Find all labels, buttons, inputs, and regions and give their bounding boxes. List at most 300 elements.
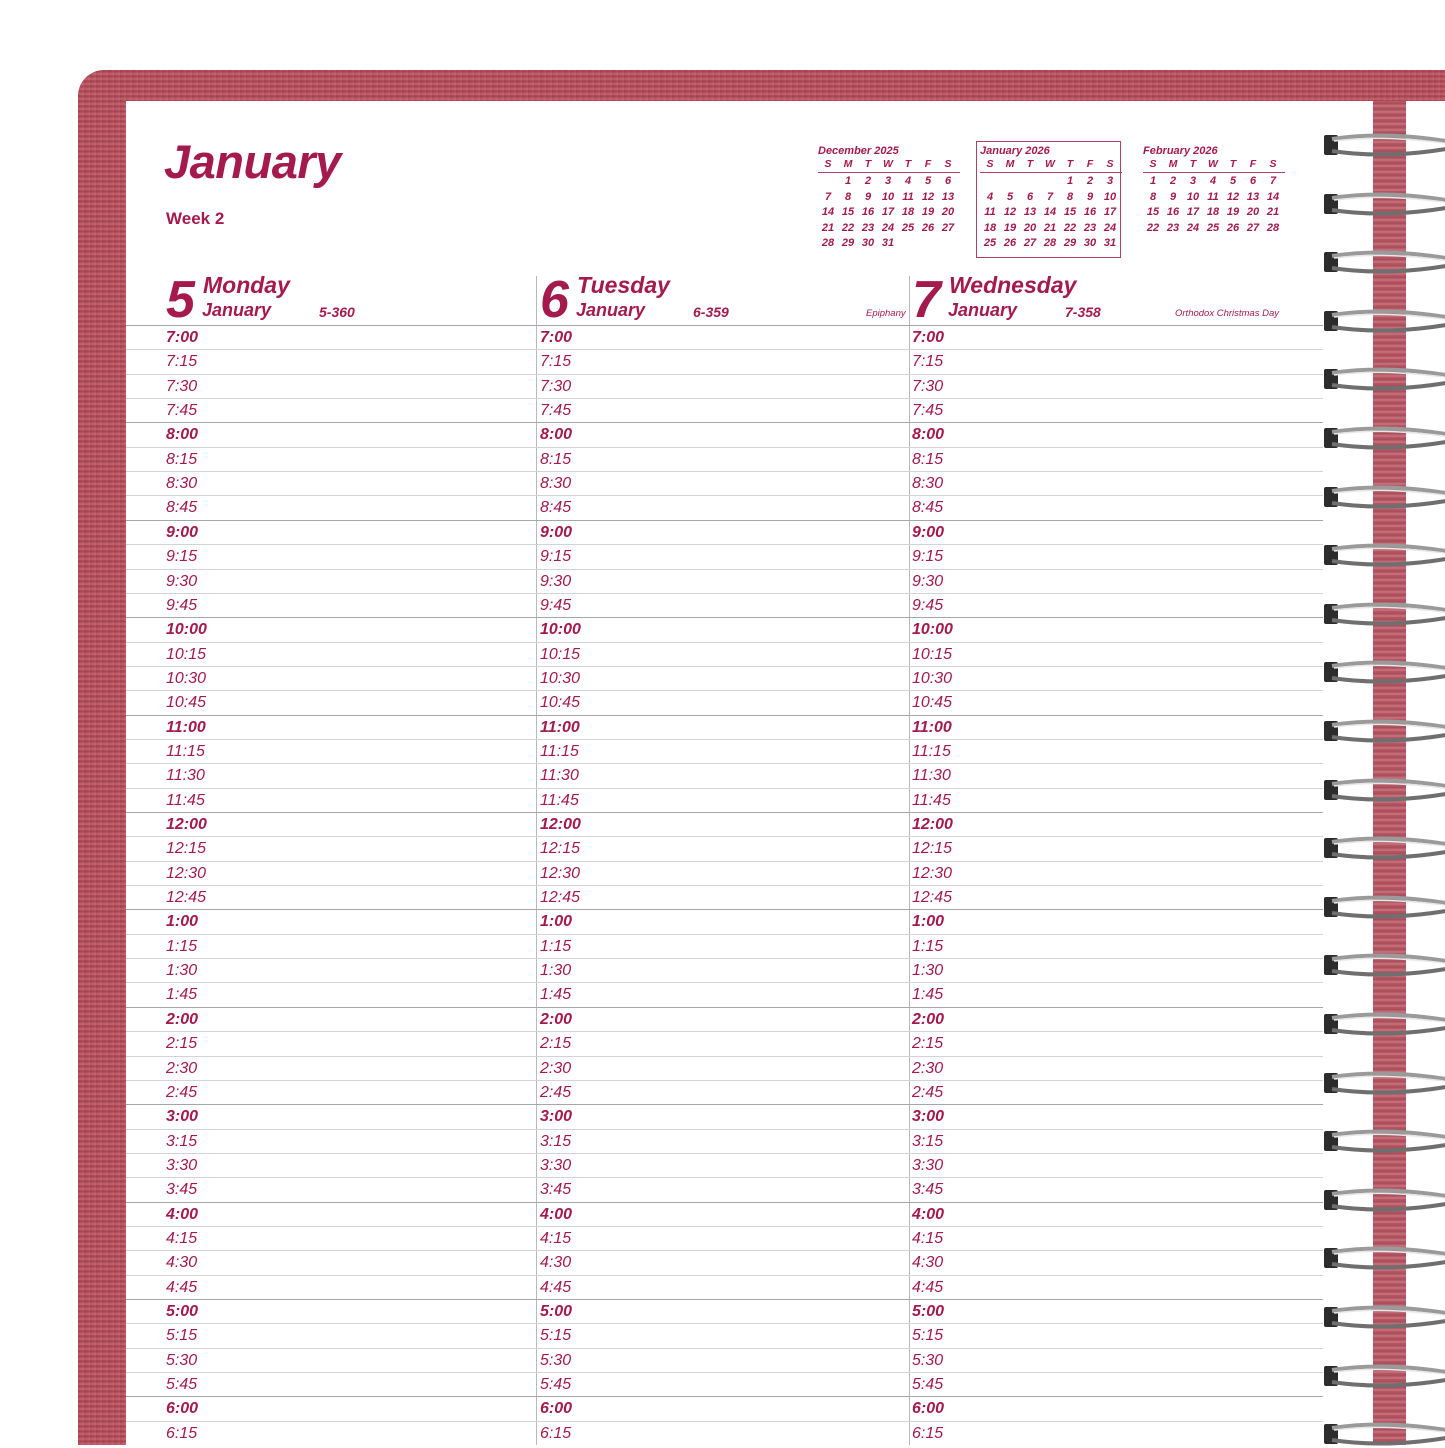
time-label: 1:30: [166, 962, 198, 980]
time-slot-row[interactable]: [126, 1202, 1323, 1226]
week-label: Week 2: [166, 209, 225, 228]
time-label: 3:00: [912, 1108, 945, 1126]
time-label: 3:30: [166, 1156, 198, 1174]
mini-calendar-day: 1: [844, 175, 852, 187]
time-label: 4:15: [166, 1229, 198, 1247]
time-slot-row[interactable]: [126, 1104, 1323, 1128]
mini-calendar-day: 17: [1186, 206, 1200, 218]
mini-calendar-day: 23: [1166, 221, 1180, 234]
mini-calendar-day: 23: [861, 221, 875, 234]
mini-calendar-day: [1183, 235, 1203, 251]
time-slot-row[interactable]: [126, 1177, 1323, 1201]
mini-calendar-day: 2: [1169, 175, 1177, 187]
time-label: 8:15: [166, 450, 198, 468]
time-slot-row[interactable]: [126, 1153, 1323, 1177]
mini-calendar-day: 14: [821, 206, 835, 218]
time-label: 2:30: [912, 1059, 944, 1077]
mini-calendar-january: [980, 145, 1122, 251]
mini-calendar-day: 3: [884, 175, 892, 187]
time-label: 2:30: [166, 1059, 198, 1077]
time-label: 10:30: [166, 669, 207, 687]
time-label: 10:30: [540, 669, 581, 687]
time-label: 8:00: [166, 426, 199, 444]
weekday-letter: M: [1168, 158, 1178, 170]
time-slot-row[interactable]: [126, 569, 1323, 593]
time-label: 10:30: [912, 669, 953, 687]
time-slot-row[interactable]: [126, 958, 1323, 982]
mini-calendar-day: 30: [1083, 237, 1097, 249]
mini-calendar-day: 9: [1086, 190, 1094, 203]
mini-calendar-day: 27: [1023, 237, 1037, 249]
time-slot-row[interactable]: [126, 861, 1323, 885]
time-label: 1:00: [540, 913, 573, 931]
time-label: 7:15: [912, 353, 944, 371]
time-label: 11:00: [540, 718, 580, 736]
mini-calendar-day: 3: [1106, 175, 1114, 187]
binding-ring: [1324, 305, 1445, 335]
time-label: 3:00: [166, 1108, 199, 1126]
time-slot-row[interactable]: [126, 934, 1323, 958]
time-label: 10:45: [166, 694, 207, 712]
time-label: 12:45: [912, 889, 953, 907]
mini-calendar-day: 15: [1146, 206, 1160, 218]
time-slot-row[interactable]: [126, 1007, 1323, 1031]
time-label: 12:30: [540, 864, 581, 882]
time-slot-row[interactable]: [126, 642, 1323, 666]
mini-calendar-day: 15: [841, 206, 855, 218]
weekday-letter: W: [1208, 158, 1218, 170]
time-slot-row[interactable]: [126, 422, 1323, 446]
mini-calendar-day: [980, 173, 1000, 189]
time-slot-row[interactable]: [126, 836, 1323, 860]
mini-calendar-day: 8: [1066, 190, 1074, 203]
mini-calendar-day: 13: [1023, 206, 1037, 218]
time-label: 6:00: [912, 1400, 945, 1418]
time-label: 12:45: [166, 889, 207, 907]
time-slot-row[interactable]: [126, 690, 1323, 714]
time-slot-row[interactable]: [126, 471, 1323, 495]
mini-calendar-day: 13: [941, 190, 955, 203]
time-label: 10:15: [912, 645, 953, 663]
time-label: 2:45: [166, 1083, 198, 1101]
holiday-label: Epiphany: [866, 308, 906, 319]
mini-calendar-day: 1: [1149, 175, 1157, 187]
time-label: 2:45: [912, 1083, 944, 1101]
mini-calendar-day: 26: [921, 221, 935, 234]
time-label: 7:30: [166, 377, 198, 395]
day-of-year-code: 7-358: [1065, 304, 1101, 320]
time-slot-row[interactable]: [126, 349, 1323, 373]
day-of-year-code: 6-359: [693, 304, 729, 320]
mini-calendar-day: 14: [1043, 206, 1057, 218]
weekday-letter: F: [1086, 158, 1094, 170]
day-month: January: [948, 300, 1018, 320]
time-label: 8:15: [912, 450, 944, 468]
mini-calendar-day: [1040, 173, 1060, 189]
time-slot-row[interactable]: [126, 325, 1323, 349]
mini-calendar-day: 19: [921, 206, 935, 218]
time-label: 4:30: [166, 1254, 198, 1272]
time-label: 3:15: [540, 1132, 572, 1150]
mini-calendar-day: 19: [1226, 206, 1240, 218]
time-label: 10:45: [912, 694, 953, 712]
mini-calendar-day: 10: [1103, 190, 1117, 203]
mini-calendar-day: 29: [841, 237, 855, 249]
time-label: 2:15: [166, 1035, 198, 1053]
time-label: 7:00: [166, 329, 199, 346]
time-slot-row[interactable]: [126, 763, 1323, 787]
time-slot-row[interactable]: [126, 666, 1323, 690]
mini-calendar-day: 26: [1226, 221, 1240, 234]
time-label: 3:45: [166, 1181, 198, 1199]
time-label: 1:15: [166, 937, 198, 955]
time-slot-row[interactable]: [126, 1275, 1323, 1299]
binding-ring: [1324, 1125, 1445, 1155]
mini-calendar-day: 21: [1266, 206, 1280, 218]
binding-ring: [1324, 363, 1445, 393]
time-label: 3:45: [912, 1181, 944, 1199]
time-label: 8:30: [540, 475, 572, 493]
time-slot-row[interactable]: [126, 593, 1323, 617]
mini-calendar-day: 7: [1269, 175, 1277, 187]
mini-calendar-day: [898, 235, 918, 251]
time-slot-row[interactable]: [126, 1396, 1323, 1420]
mini-calendar-day: 1: [1066, 175, 1074, 187]
time-label: 6:15: [540, 1424, 572, 1442]
mini-calendar-title: February 2026: [1143, 145, 1218, 157]
mini-calendar-day: 2: [1086, 175, 1094, 187]
time-label: 2:30: [540, 1059, 572, 1077]
time-label: 8:45: [166, 499, 198, 517]
binding-ring: [1324, 832, 1445, 862]
time-label: 10:45: [540, 694, 581, 712]
time-label: 11:00: [166, 718, 206, 736]
time-label: 11:30: [912, 767, 951, 785]
mini-calendar-day: [1243, 235, 1263, 251]
time-label: 12:30: [166, 864, 207, 882]
weekday-letter: T: [1229, 158, 1237, 170]
time-label: 8:30: [912, 475, 944, 493]
mini-calendar-day: 18: [901, 206, 915, 218]
mini-calendar-day: 18: [1206, 206, 1220, 218]
time-label: 8:45: [540, 499, 572, 517]
binding-ring: [1324, 129, 1445, 159]
time-label: 7:45: [912, 402, 944, 420]
time-label: 9:15: [912, 548, 944, 566]
mini-calendar-day: 17: [1103, 206, 1117, 218]
binding-ring: [1324, 481, 1445, 511]
time-slot-row[interactable]: [126, 398, 1323, 422]
mini-calendar-day: 15: [1063, 206, 1077, 218]
mini-calendar-day: [1143, 235, 1163, 251]
time-label: 3:15: [166, 1132, 198, 1150]
mini-calendar-day: 22: [841, 221, 855, 234]
time-label: 2:00: [540, 1010, 573, 1028]
time-label: 7:30: [540, 377, 572, 395]
time-label: 9:15: [166, 548, 198, 566]
time-label: 6:00: [166, 1400, 199, 1418]
time-slot-row[interactable]: [126, 447, 1323, 471]
time-label: 8:45: [912, 499, 944, 517]
time-label: 12:00: [912, 816, 953, 833]
time-slot-row[interactable]: [126, 520, 1323, 544]
time-label: 10:15: [166, 645, 207, 663]
time-label: 10:00: [166, 621, 207, 639]
mini-calendar-day: 8: [844, 190, 852, 203]
mini-calendar-day: 26: [1003, 237, 1017, 249]
mini-calendar-day: 6: [1249, 175, 1257, 187]
mini-calendar-day: 5: [1229, 175, 1237, 187]
mini-calendar-day: 16: [1166, 206, 1180, 218]
weekday-letter: T: [1026, 158, 1034, 170]
time-slot-row[interactable]: [126, 544, 1323, 568]
time-slot-row[interactable]: [126, 1226, 1323, 1250]
mini-calendar-day: 11: [984, 206, 996, 218]
time-label: 4:00: [166, 1205, 199, 1223]
time-label: 1:45: [912, 986, 944, 1004]
binding-ring: [1324, 1418, 1445, 1448]
day-name: Tuesday: [577, 272, 670, 298]
time-label: 9:45: [166, 596, 198, 614]
time-slot-row[interactable]: [126, 1056, 1323, 1080]
mini-calendar-day: 28: [821, 237, 835, 249]
weekday-letter: F: [924, 158, 932, 170]
time-label: 6:15: [912, 1424, 944, 1442]
mini-calendar-day: 10: [1186, 190, 1200, 203]
binding-ring: [1324, 422, 1445, 452]
time-slot-row[interactable]: [126, 374, 1323, 398]
binding-ring: [1324, 598, 1445, 628]
mini-calendar-day: 24: [1103, 221, 1117, 234]
time-label: 4:30: [540, 1254, 572, 1272]
mini-calendar-day: [1223, 235, 1243, 251]
mini-calendar-day: 12: [1003, 206, 1017, 218]
time-label: 11:00: [912, 718, 952, 736]
mini-calendar-day: 8: [1149, 190, 1157, 203]
weekday-letter: F: [1249, 158, 1257, 170]
time-label: 9:00: [166, 523, 199, 541]
time-label: 9:15: [540, 548, 572, 566]
mini-calendar-day: 20: [1246, 206, 1260, 218]
mini-calendar-day: [1000, 173, 1020, 189]
time-label: 10:15: [540, 645, 581, 663]
weekday-letter: S: [1149, 158, 1157, 170]
time-label: 1:30: [540, 962, 572, 980]
time-label: 11:30: [540, 767, 579, 785]
mini-calendar-day: [1203, 235, 1223, 251]
time-label: 12:45: [540, 889, 581, 907]
time-label: 5:15: [166, 1327, 198, 1345]
time-label: 1:45: [166, 986, 198, 1004]
mini-calendar-day: 23: [1083, 221, 1097, 234]
mini-calendar-day: 28: [1266, 221, 1280, 234]
mini-calendar-day: 16: [861, 206, 875, 218]
time-label: 4:15: [912, 1229, 944, 1247]
time-slot-row[interactable]: [126, 715, 1323, 739]
time-label: 10:00: [912, 621, 953, 639]
time-slot-row[interactable]: [126, 739, 1323, 763]
time-label: 5:45: [166, 1376, 198, 1394]
time-slot-row[interactable]: [126, 1299, 1323, 1323]
time-label: 7:00: [540, 329, 573, 346]
binding-ring: [1324, 1301, 1445, 1331]
time-label: 1:45: [540, 986, 572, 1004]
weekday-letter: T: [864, 158, 872, 170]
time-label: 8:15: [540, 450, 572, 468]
time-label: 5:00: [166, 1303, 199, 1320]
time-slot-row[interactable]: [126, 982, 1323, 1006]
time-label: 9:00: [540, 523, 573, 541]
mini-calendar-day: 31: [881, 237, 895, 249]
mini-calendar-day: 17: [881, 206, 895, 218]
weekday-letter: S: [944, 158, 952, 170]
time-label: 7:45: [540, 402, 572, 420]
weekday-letter: T: [904, 158, 912, 170]
time-label: 1:00: [166, 913, 199, 931]
time-slot-row[interactable]: [126, 617, 1323, 641]
binding-ring: [1324, 246, 1445, 276]
weekday-letter: S: [986, 158, 994, 170]
time-slot-row[interactable]: [126, 1080, 1323, 1104]
time-slot-row[interactable]: [126, 885, 1323, 909]
time-label: 1:30: [912, 962, 944, 980]
time-slot-row[interactable]: [126, 1421, 1323, 1445]
time-slot-row[interactable]: [126, 788, 1323, 812]
time-label: 9:30: [912, 572, 944, 590]
time-slot-row[interactable]: [126, 1372, 1323, 1396]
binding-ring: [1324, 188, 1445, 218]
time-label: 6:00: [540, 1400, 573, 1418]
mini-calendar-day: 21: [1043, 221, 1057, 234]
time-label: 9:30: [166, 572, 198, 590]
time-label: 7:30: [912, 377, 944, 395]
binding-ring: [1324, 656, 1445, 686]
mini-calendar-day: 27: [1246, 221, 1260, 234]
time-label: 12:15: [540, 840, 581, 858]
time-label: 3:45: [540, 1181, 572, 1199]
binding-ring: [1324, 774, 1445, 804]
time-label: 5:15: [912, 1327, 944, 1345]
time-slot-row[interactable]: [126, 495, 1323, 519]
weekday-letter: S: [1269, 158, 1277, 170]
binding-ring: [1324, 1008, 1445, 1038]
time-label: 11:30: [166, 767, 205, 785]
time-label: 12:15: [912, 840, 953, 858]
mini-calendar-day: [818, 173, 838, 189]
weekday-letter: T: [1066, 158, 1074, 170]
time-slot-row[interactable]: [126, 1323, 1323, 1347]
mini-calendar-day: 5: [1006, 190, 1014, 203]
time-label: 8:00: [540, 426, 573, 444]
time-label: 4:45: [166, 1278, 198, 1296]
day-number: 6: [540, 271, 569, 329]
mini-calendar-day: 30: [861, 237, 875, 249]
time-label: 1:15: [540, 937, 572, 955]
binding-ring: [1324, 1360, 1445, 1390]
day-month: January: [576, 300, 646, 320]
time-label: 11:15: [166, 742, 205, 760]
time-label: 11:15: [912, 742, 951, 760]
mini-calendar-day: 12: [1226, 190, 1240, 203]
time-label: 11:45: [912, 791, 951, 809]
time-slot-row[interactable]: [126, 1031, 1323, 1055]
time-slot-row[interactable]: [126, 1250, 1323, 1274]
time-label: 1:00: [912, 913, 945, 931]
time-label: 12:00: [166, 816, 207, 833]
mini-calendar-day: [1163, 235, 1183, 251]
mini-calendar-day: 7: [1046, 190, 1054, 203]
holiday-label: Orthodox Christmas Day: [1175, 308, 1280, 319]
time-label: 1:15: [912, 937, 944, 955]
time-slot-grid: [126, 325, 1323, 1445]
time-label: 5:00: [912, 1303, 945, 1320]
weekday-letter: T: [1189, 158, 1197, 170]
time-label: 7:15: [166, 353, 198, 371]
time-label: 5:30: [912, 1351, 944, 1369]
mini-calendar-day: 3: [1189, 175, 1197, 187]
time-label: 12:00: [540, 816, 581, 833]
time-slot-row[interactable]: [126, 812, 1323, 836]
mini-calendar-day: 20: [941, 206, 955, 218]
mini-calendar-day: 21: [821, 221, 835, 234]
day-name: Wednesday: [949, 272, 1077, 298]
time-label: 3:30: [912, 1156, 944, 1174]
mini-calendar-day: 25: [901, 221, 915, 234]
mini-calendar-day: 24: [1186, 221, 1200, 234]
time-label: 7:00: [912, 329, 945, 346]
day-name: Monday: [203, 272, 290, 298]
time-label: 5:30: [540, 1351, 572, 1369]
time-slot-row[interactable]: [126, 909, 1323, 933]
mini-calendar-day: 25: [1206, 221, 1220, 234]
time-label: 2:00: [166, 1010, 199, 1028]
mini-calendar-day: 6: [1026, 190, 1034, 203]
binding-ring: [1324, 539, 1445, 569]
mini-calendar-day: 14: [1266, 190, 1280, 203]
time-label: 11:45: [166, 791, 205, 809]
mini-calendar-day: 27: [941, 221, 955, 234]
mini-calendar-day: 4: [986, 190, 994, 203]
time-label: 4:45: [912, 1278, 944, 1296]
mini-calendar-day: 16: [1083, 206, 1097, 218]
time-label: 11:45: [540, 791, 579, 809]
time-label: 4:15: [540, 1229, 572, 1247]
mini-calendar-december: [818, 145, 960, 251]
time-slot-row[interactable]: [126, 1129, 1323, 1153]
mini-calendar-day: 22: [1146, 221, 1160, 234]
time-label: 9:00: [912, 523, 945, 541]
binding-ring: [1324, 1184, 1445, 1214]
mini-calendar-day: 31: [1103, 237, 1117, 249]
time-slot-row[interactable]: [126, 1348, 1323, 1372]
time-label: 4:00: [912, 1205, 945, 1223]
time-label: 2:00: [912, 1010, 945, 1028]
mini-calendar-day: 12: [921, 190, 935, 203]
weekday-letter: W: [883, 158, 893, 170]
time-label: 7:15: [540, 353, 572, 371]
mini-calendar-day: 24: [881, 221, 895, 234]
time-label: 6:15: [166, 1424, 198, 1442]
time-label: 3:30: [540, 1156, 572, 1174]
day-number: 5: [166, 271, 195, 329]
time-label: 8:30: [166, 475, 198, 493]
time-label: 4:00: [540, 1205, 573, 1223]
mini-calendar-title: January 2026: [980, 145, 1050, 157]
mini-calendar-day: 4: [1209, 175, 1217, 187]
mini-calendar-day: 20: [1023, 221, 1037, 234]
mini-calendar-day: 10: [881, 190, 895, 203]
mini-calendar-day: [918, 235, 938, 251]
